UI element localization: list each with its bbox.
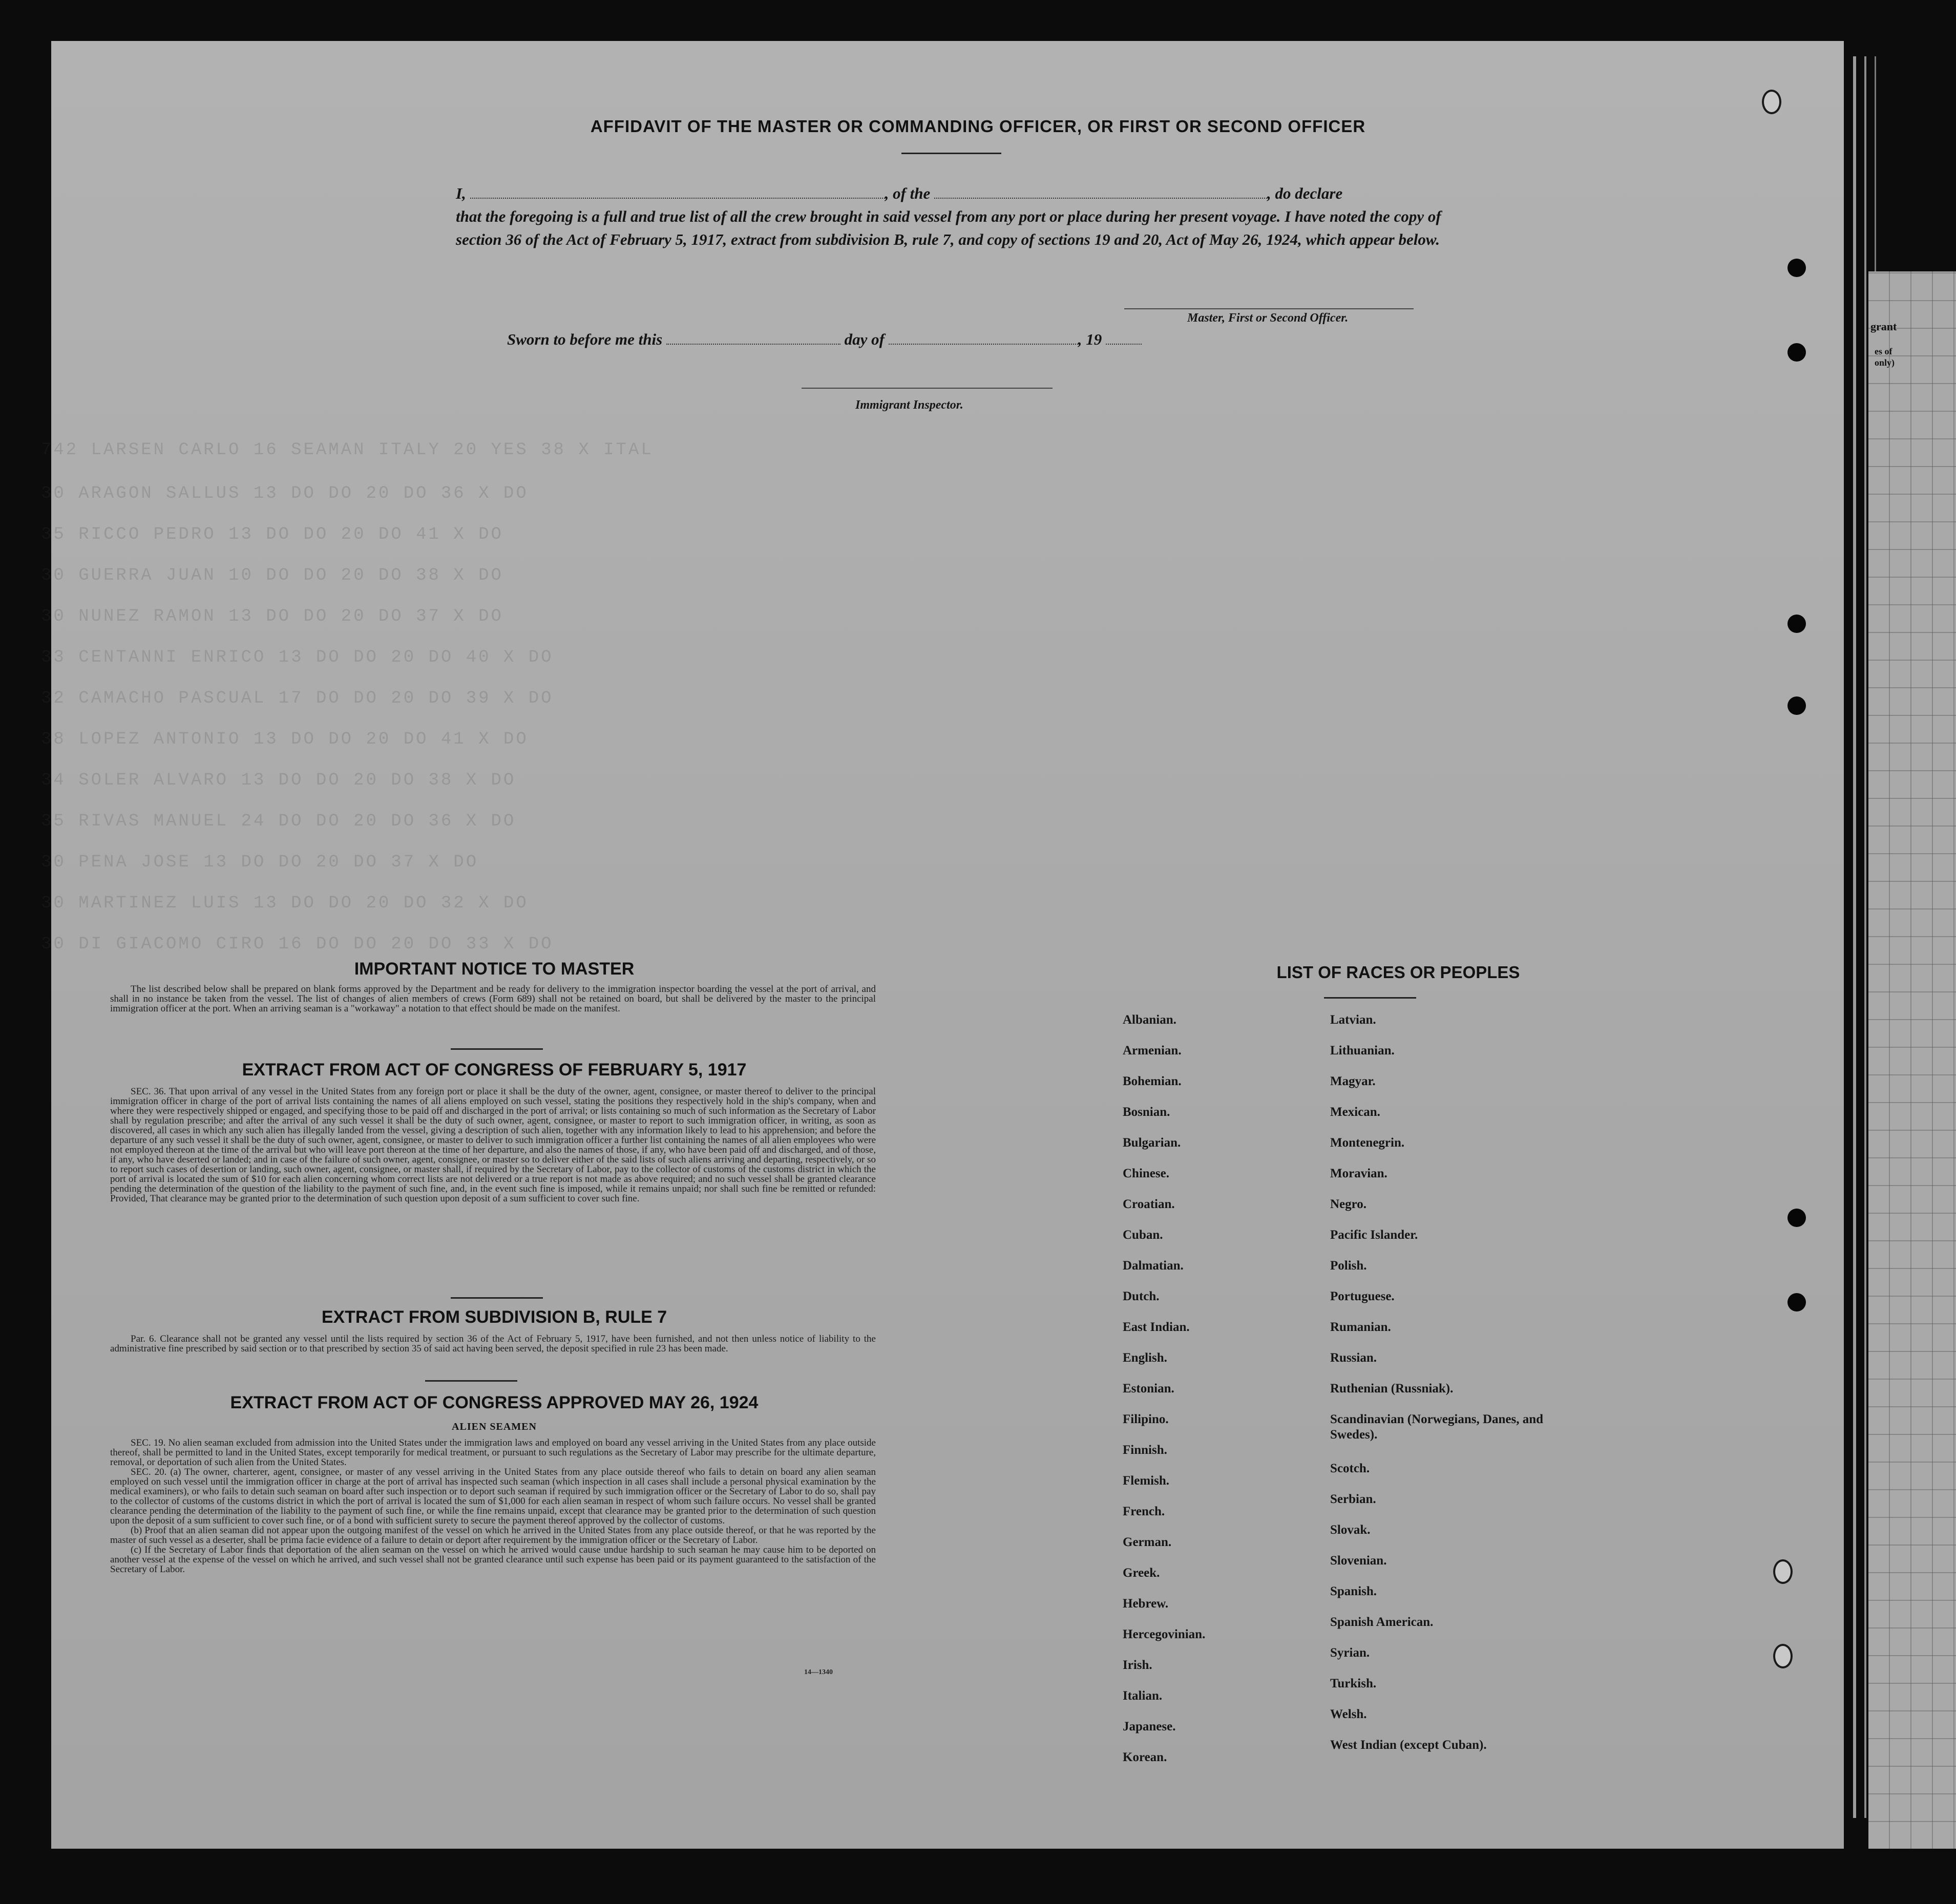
race-item: Polish. <box>1330 1259 1367 1273</box>
race-item: Slovak. <box>1330 1523 1371 1537</box>
race-item: Filipino. <box>1123 1412 1169 1426</box>
vessel-blank[interactable] <box>934 198 1267 199</box>
race-item: West Indian (except Cuban). <box>1330 1738 1487 1752</box>
inspector-line <box>802 388 1053 389</box>
name-blank[interactable] <box>470 198 885 199</box>
punch-hole <box>1773 1644 1793 1668</box>
race-item: Welsh. <box>1330 1707 1367 1721</box>
punch-hole <box>1773 1559 1793 1584</box>
affidavit-prefix: I, <box>456 184 466 202</box>
form-number: 14—1340 <box>804 1668 833 1676</box>
extract-1917-title: EXTRACT FROM ACT OF CONGRESS OF FEBRUARY 5, 1917 <box>242 1060 747 1080</box>
race-item: Estonian. <box>1123 1382 1174 1395</box>
sworn-day: day of <box>844 330 885 348</box>
signature-caption: Master, First or Second Officer. <box>1187 311 1349 325</box>
race-item: Montenegrin. <box>1330 1136 1405 1150</box>
races-right-column <box>1330 1012 1545 1768</box>
subdivision-b-title: EXTRACT FROM SUBDIVISION B, RULE 7 <box>321 1307 667 1327</box>
race-item: Hercegovinian. <box>1123 1627 1206 1641</box>
race-item: Greek. <box>1123 1566 1160 1580</box>
punch-hole <box>1787 1209 1806 1227</box>
race-item: Russian. <box>1330 1351 1377 1365</box>
sworn-year: , 19 <box>1078 330 1102 348</box>
punch-hole <box>1787 259 1806 277</box>
race-item: Moravian. <box>1330 1167 1387 1180</box>
paragraph-6: Par. 6. Clearance shall not be granted any vessel until the lists required by section 36 of the Act of February 5, 1917, have been furnished, and not then unless notice of liability to the administrative fine prescribed by said section or to that prescribed by section 35 of said act having been served, the deposit specified in rule 23 has been made. <box>110 1334 876 1354</box>
race-item: Hebrew. <box>1123 1597 1169 1611</box>
extract-1924-title: EXTRACT FROM ACT OF CONGRESS APPROVED MAY 26, 1924 <box>230 1393 759 1412</box>
sworn-day-blank[interactable] <box>666 344 840 345</box>
race-item: Scotch. <box>1330 1462 1370 1475</box>
section-20c: (c) If the Secretary of Labor finds that deportation of the alien seaman on the vessel on which he arrived would cause undue hardship to such seaman he may cause him to be deported on another vessel at the expense of the vessel on which he arrived, and such vessel shall not be granted clearance until such expense has been paid or its payment guaranteed to the satisfaction of the Secretary of Labor. <box>110 1545 876 1575</box>
race-item: Syrian. <box>1330 1646 1370 1660</box>
punch-hole <box>1787 1293 1806 1311</box>
inspector-caption: Immigrant Inspector. <box>855 398 963 412</box>
race-item: Negro. <box>1330 1197 1367 1211</box>
sworn-year-blank[interactable] <box>1106 344 1142 345</box>
race-item: Lithuanian. <box>1330 1044 1395 1057</box>
race-item: English. <box>1123 1351 1167 1365</box>
race-item: Bosnian. <box>1123 1105 1170 1119</box>
underlying-grid-sheet <box>1868 271 1956 1849</box>
affidavit-title: AFFIDAVIT OF THE MASTER OR COMMANDING OFFICER, OR FIRST OR SECOND OFFICER <box>590 117 1366 136</box>
race-item: Chinese. <box>1123 1167 1169 1180</box>
race-item: Spanish American. <box>1330 1615 1434 1629</box>
sworn-line <box>507 330 1142 349</box>
punch-hole <box>1787 615 1806 633</box>
race-item: Rumanian. <box>1330 1320 1391 1334</box>
race-item: Bulgarian. <box>1123 1136 1181 1150</box>
race-item: Finnish. <box>1123 1443 1167 1457</box>
section-20a: SEC. 20. (a) The owner, charterer, agent, consignee, or master of any vessel arriving in the United States from any place outside thereof who fails to detain on board any alien seaman employed on such vessel until the immigration officer in charge at the port of arrival has inspected such seaman (which inspection in all cases shall include a personal physical examination by the medical examiners), or who fails to detain such seaman on board after such inspection or to deport such seaman if required by such immigration officer or the Secretary of Labor to do so, shall pay to the collector of customs of the customs district in which the port of arrival is located the sum of $1,000 for each alien seaman in respect of whom such failure occurs. No vessel shall be granted clearance pending the determination of the liability to the payment of such fine, or while the fine remains unpaid, except that clearance may be granted prior to the determination of such question upon the deposit of a sum sufficient to cover such fine, or of a bond with sufficient surety to secure the payment thereof approved by the collector of customs. <box>110 1467 876 1526</box>
divider <box>901 153 1001 154</box>
race-item: Scandinavian (Norwegians, Danes, and Swedes). <box>1330 1412 1544 1442</box>
affidavit-body: that the foregoing is a full and true list of all the crew brought in said vessel from any port or place during her present voyage. I have noted the copy of section 36 of the Act of February 5, 1917, extract from subdivision B, rule 7, and copy of sections 19 and 20, Act of May 26, 1924, which appear below. <box>456 207 1441 248</box>
punch-hole <box>1787 343 1806 362</box>
alien-seamen-subtitle: ALIEN SEAMEN <box>452 1421 537 1432</box>
notice-paragraph: The list described below shall be prepared on blank forms approved by the Department and be ready for delivery to the immigration inspector boarding the vessel at the port of arrival, and shall in no instance be taken from the vessel. The list of changes of alien members of crews (Form 689) shall not be retained on board, but shall be delivered by the master to the principal immigration officer at the port. When an arriving seaman is a "workaway" a notation to that effect should be made on the manifest. <box>110 984 876 1014</box>
race-item: Spanish. <box>1330 1584 1377 1598</box>
section-19: SEC. 19. No alien seaman excluded from admission into the United States under the immigration laws and employed on board any vessel arriving in the United States from any place outside thereof, shall be permitted to land in the United States, except temporarily for medical treatment, or pursuant to such regulations as the Secretary of Labor may prescribe for the ultimate departure, removal, or deportation of such alien from the United States. <box>110 1437 876 1468</box>
race-item: Bohemian. <box>1123 1074 1182 1088</box>
race-item: Albanian. <box>1123 1013 1176 1027</box>
race-item: Ruthenian (Russniak). <box>1330 1382 1454 1395</box>
divider <box>451 1297 543 1299</box>
sworn-prefix: Sworn to before me this <box>507 330 663 348</box>
race-item: German. <box>1123 1535 1172 1549</box>
sworn-month-blank[interactable] <box>889 344 1078 345</box>
races-title: LIST OF RACES OR PEOPLES <box>1276 963 1520 982</box>
race-item: Irish. <box>1123 1658 1152 1672</box>
races-left-column <box>1123 1012 1287 1781</box>
affidavit-text <box>456 182 1455 251</box>
race-item: Armenian. <box>1123 1044 1182 1057</box>
race-item: Dalmatian. <box>1123 1259 1184 1273</box>
race-item: Turkish. <box>1330 1677 1377 1690</box>
race-item: Mexican. <box>1330 1105 1380 1119</box>
divider <box>1324 997 1416 999</box>
strip-label: es of only) <box>1875 346 1895 368</box>
signature-line <box>1124 308 1414 309</box>
race-item: Korean. <box>1123 1750 1167 1764</box>
affidavit-suffix: , do declare <box>1267 184 1343 202</box>
strip-label: grant <box>1870 320 1897 333</box>
extract-1924-text <box>110 1438 876 1574</box>
divider <box>451 1048 543 1050</box>
subdivision-b-text <box>110 1334 876 1353</box>
section-36: SEC. 36. That upon arrival of any vessel in the United States from any foreign port or place it shall be the duty of the owner, agent, consignee, or master thereof to deliver to the principal immigration officer in charge of the port of arrival lists containing the names of all aliens employed on such vessel, stating the positions they respectively hold in the ship's company, when and where they were respectively shipped or engaged, and specifying those to be paid off and discharged in the port of arrival; or lists containing so much of such information as the Secretary of Labor shall by regulation prescribe; and after the arrival of any such vessel it shall be the duty of such owner, agent, consignee, or master to report to such immigration officer, in writing, as soon as discovered, all cases in which any such alien has illegally landed from the vessel, giving a description of such alien, together with any information likely to lead to his apprehension; and before the departure of any such vessel it shall be the duty of such owner, agent, consignee, or master to deliver to such immigration officer a further list containing the names of all alien employees who were not employed thereon at the time of the arrival but who will leave port thereon at the time of her departure, and also the names of those, if any, who have been paid off and discharged, and of those, if any, who have deserted or landed; and in case of the failure of such owner, agent, consignee, or master so to deliver either of the said lists of such aliens arriving and departing, respectively, or so to report such cases of desertion or landing, such owner, agent, consignee, or master shall, if required by the Secretary of Labor, pay to the collector of customs of the customs district in which the port of arrival is located the sum of $10 for each alien concerning whom correct lists are not delivered or a true report is not made as above required; and no such vessel shall be granted clearance pending the determination of the question of the liability to the payment of such fine, and, in the event such fine is imposed, while it remains unpaid; nor shall such fine be remitted or refunded: Provided, That clearance may be granted prior to the determination of such question upon deposit of a sum sufficient to cover such fine. <box>110 1086 876 1204</box>
race-item: Serbian. <box>1330 1492 1376 1506</box>
race-item: French. <box>1123 1505 1165 1518</box>
punch-hole <box>1787 696 1806 715</box>
race-item: Pacific Islander. <box>1330 1228 1418 1242</box>
race-item: Magyar. <box>1330 1074 1376 1088</box>
race-item: Dutch. <box>1123 1289 1160 1303</box>
punch-hole <box>1762 90 1781 114</box>
extract-1917-text <box>110 1087 876 1203</box>
race-item: Slovenian. <box>1330 1554 1387 1568</box>
notice-text <box>110 984 876 1013</box>
race-item: Latvian. <box>1330 1013 1376 1027</box>
race-item: Italian. <box>1123 1689 1163 1703</box>
section-20b: (b) Proof that an alien seaman did not appear upon the outgoing manifest of the vessel on which he arrived in the United States from any place outside thereof, or that he was reported by the master of such vessel as a deserter, shall be prima facie evidence of a failure to detain or deport after requirement by the immigration officer or the Secretary of Labor. <box>110 1525 876 1546</box>
race-item: Cuban. <box>1123 1228 1163 1242</box>
race-item: East Indian. <box>1123 1320 1190 1334</box>
race-item: Japanese. <box>1123 1720 1176 1733</box>
divider <box>425 1380 517 1382</box>
affidavit-middle: , of the <box>885 184 931 202</box>
race-item: Portuguese. <box>1330 1289 1395 1303</box>
notice-title: IMPORTANT NOTICE TO MASTER <box>354 959 635 979</box>
race-item: Flemish. <box>1123 1474 1169 1488</box>
affidavit-declaration-line <box>456 182 1455 205</box>
race-item: Croatian. <box>1123 1197 1175 1211</box>
